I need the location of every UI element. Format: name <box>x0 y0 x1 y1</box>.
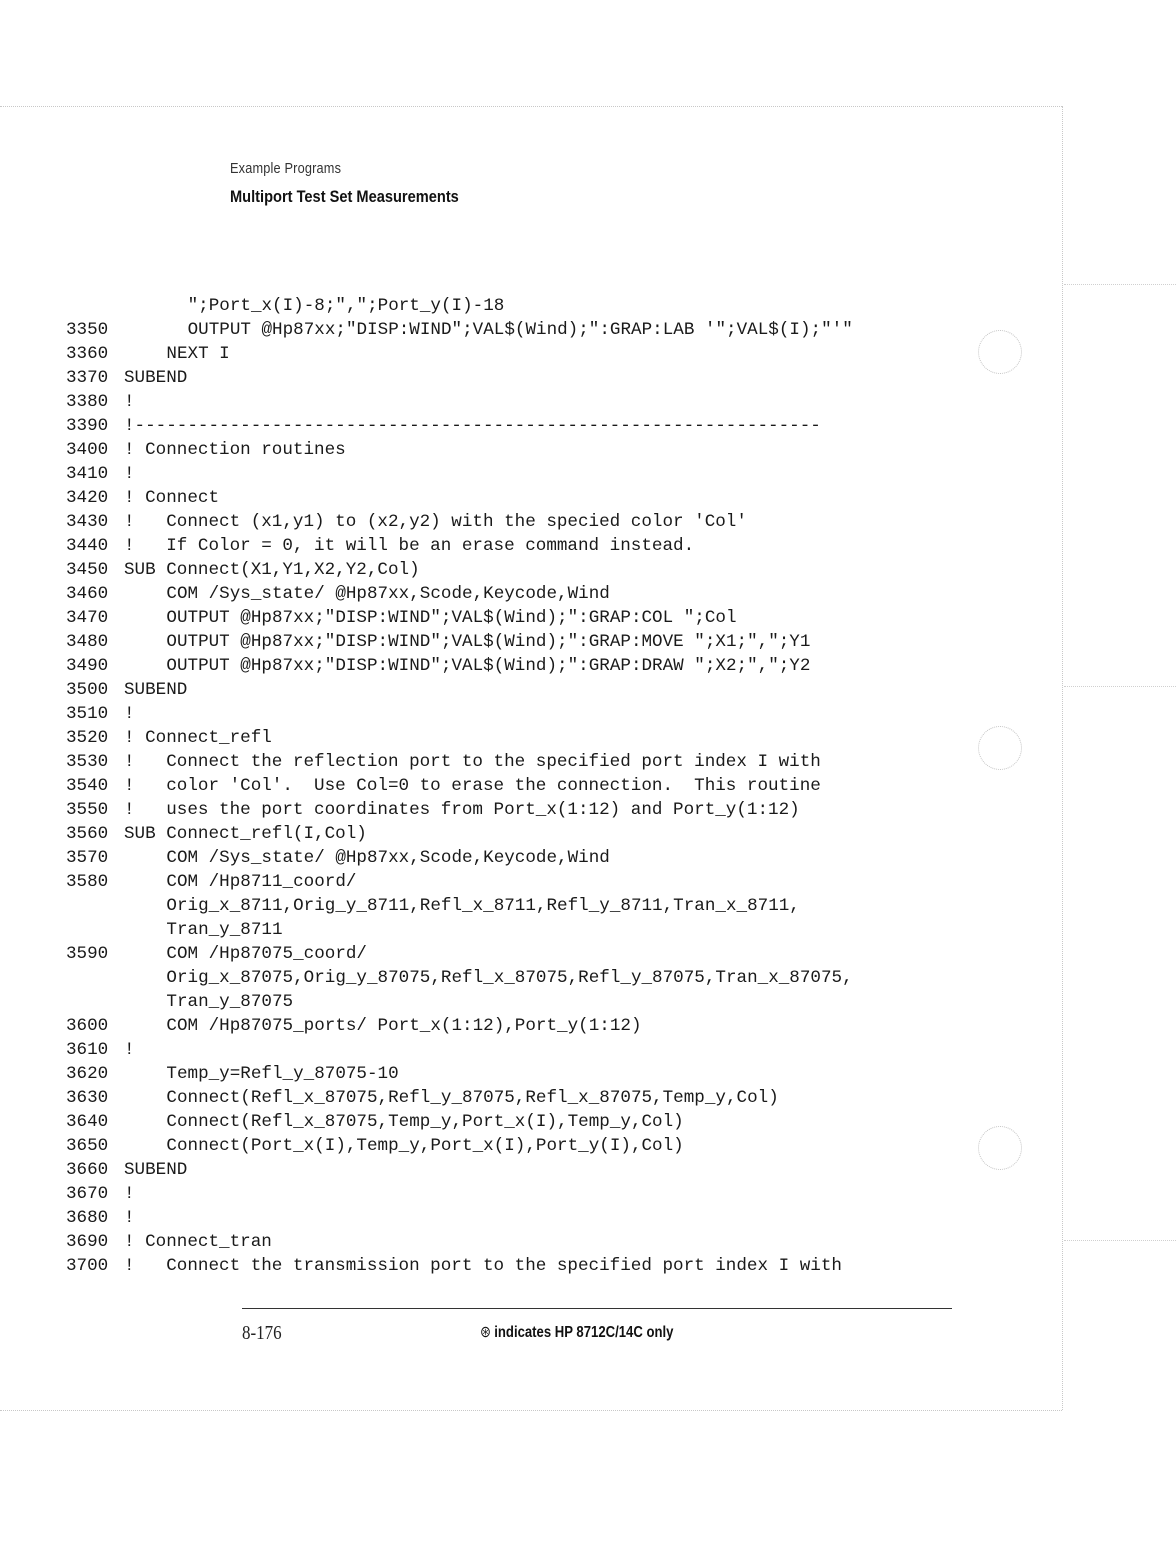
page-edge-top <box>0 106 1062 107</box>
line-number: 3380 <box>66 392 109 412</box>
punch-hole <box>978 330 1022 374</box>
hp-8712c-symbol-icon: ⊛ <box>480 1324 491 1341</box>
code-text: Orig_x_87075,Orig_y_87075,Refl_x_87075,Refl_y_87075,Tran_x_87075, <box>166 968 853 988</box>
page-header <box>230 160 496 207</box>
code-text: ! Connect <box>124 488 220 508</box>
code-text: SUB Connect(X1,Y1,X2,Y2,Col) <box>124 560 420 580</box>
code-text: Tran_y_87075 <box>166 992 294 1012</box>
code-text: ! uses the port coordinates from Port_x(1:12) and Port_y(1:12) <box>124 800 800 820</box>
page-number: 8-176 <box>242 1322 282 1344</box>
tab-divider-mark <box>1064 1240 1176 1241</box>
line-number: 3590 <box>66 944 109 964</box>
line-number: 3470 <box>66 608 109 628</box>
code-text: OUTPUT @Hp87xx;"DISP:WIND";VAL$(Wind);":GRAP:COL ";Col <box>166 608 737 628</box>
line-number: 3450 <box>66 560 109 580</box>
chapter-title: Multiport Test Set Measurements <box>230 187 459 206</box>
code-text: ";Port_x(I)-8;",";Port_y(I)-18 <box>187 296 505 316</box>
code-text: ! Connect_refl <box>124 728 272 748</box>
line-number: 3610 <box>66 1040 109 1060</box>
code-text: Connect(Port_x(I),Temp_y,Port_x(I),Port_y(I),Col) <box>166 1136 684 1156</box>
code-text: COM /Hp87075_ports/ Port_x(1:12),Port_y(1:12) <box>166 1016 642 1036</box>
line-number: 3550 <box>66 800 109 820</box>
page-edge-right <box>1062 106 1063 1410</box>
line-number: 3480 <box>66 632 109 652</box>
line-number: 3690 <box>66 1232 109 1252</box>
code-text: ! Connect the reflection port to the specified port index I with <box>124 752 821 772</box>
code-text: COM /Sys_state/ @Hp87xx,Scode,Keycode,Wind <box>166 584 610 604</box>
code-text: ! Connect (x1,y1) to (x2,y2) with the specied color 'Col' <box>124 512 747 532</box>
code-text: COM /Sys_state/ @Hp87xx,Scode,Keycode,Wind <box>166 848 610 868</box>
line-number: 3390 <box>66 416 109 436</box>
line-number: 3570 <box>66 848 109 868</box>
line-number: 3490 <box>66 656 109 676</box>
line-number: 3670 <box>66 1184 109 1204</box>
code-text: COM /Hp8711_coord/ <box>166 872 357 892</box>
code-text: ! <box>124 1208 135 1228</box>
code-text: ! <box>124 464 135 484</box>
code-text: ! Connect_tran <box>124 1232 272 1252</box>
line-number: 3640 <box>66 1112 109 1132</box>
line-number: 3660 <box>66 1160 109 1180</box>
tab-divider-mark <box>1064 284 1176 285</box>
line-number: 3400 <box>66 440 109 460</box>
code-text: Connect(Refl_x_87075,Temp_y,Port_x(I),Temp_y,Col) <box>166 1112 684 1132</box>
tab-divider-mark <box>1064 686 1176 687</box>
code-text: OUTPUT @Hp87xx;"DISP:WIND";VAL$(Wind);":GRAP:DRAW ";X2;",";Y2 <box>166 656 811 676</box>
line-number: 3350 <box>66 320 109 340</box>
code-text: COM /Hp87075_coord/ <box>166 944 367 964</box>
line-number: 3680 <box>66 1208 109 1228</box>
code-text: SUBEND <box>124 368 188 388</box>
line-number: 3540 <box>66 776 109 796</box>
code-text: ! If Color = 0, it will be an erase command instead. <box>124 536 695 556</box>
footer-rule <box>242 1308 952 1309</box>
line-number: 3440 <box>66 536 109 556</box>
code-text: ! color 'Col'. Use Col=0 to erase the connection. This routine <box>124 776 821 796</box>
code-text: ! <box>124 1040 135 1060</box>
code-text: ! Connection routines <box>124 440 346 460</box>
code-text: Temp_y=Refl_y_87075-10 <box>166 1064 399 1084</box>
line-number: 3460 <box>66 584 109 604</box>
footnote <box>480 1322 673 1342</box>
code-text: ! <box>124 704 135 724</box>
line-number: 3650 <box>66 1136 109 1156</box>
code-text: SUBEND <box>124 680 188 700</box>
code-text: ! <box>124 1184 135 1204</box>
code-text: Tran_y_8711 <box>166 920 283 940</box>
line-number: 3560 <box>66 824 109 844</box>
line-number: 3420 <box>66 488 109 508</box>
section-name: Example Programs <box>230 160 342 177</box>
line-number: 3520 <box>66 728 109 748</box>
page-edge-bottom <box>0 1410 1062 1411</box>
line-number: 3580 <box>66 872 109 892</box>
line-number: 3620 <box>66 1064 109 1084</box>
line-number: 3370 <box>66 368 109 388</box>
code-text: !----------------------------------------------------------------- <box>124 416 821 436</box>
line-number: 3500 <box>66 680 109 700</box>
code-text: SUBEND <box>124 1160 188 1180</box>
code-text: Connect(Refl_x_87075,Refl_y_87075,Refl_x_87075,Temp_y,Col) <box>166 1088 779 1108</box>
code-text: ! Connect the transmission port to the specified port index I with <box>124 1256 842 1276</box>
punch-hole <box>978 1126 1022 1170</box>
footnote-text: indicates HP 8712C/14C only <box>494 1324 674 1341</box>
code-text: ! <box>124 392 135 412</box>
line-number: 3510 <box>66 704 109 724</box>
line-number: 3630 <box>66 1088 109 1108</box>
code-text: SUB Connect_refl(I,Col) <box>124 824 367 844</box>
line-number: 3430 <box>66 512 109 532</box>
line-number: 3360 <box>66 344 109 364</box>
punch-hole <box>978 726 1022 770</box>
line-number: 3700 <box>66 1256 109 1276</box>
code-text: OUTPUT @Hp87xx;"DISP:WIND";VAL$(Wind);":GRAP:LAB '";VAL$(I);"'" <box>187 320 853 340</box>
code-text: NEXT I <box>166 344 230 364</box>
line-number: 3600 <box>66 1016 109 1036</box>
code-text: Orig_x_8711,Orig_y_8711,Refl_x_8711,Refl_y_8711,Tran_x_8711, <box>166 896 800 916</box>
line-number: 3530 <box>66 752 109 772</box>
line-number: 3410 <box>66 464 109 484</box>
code-text: OUTPUT @Hp87xx;"DISP:WIND";VAL$(Wind);":GRAP:MOVE ";X1;",";Y1 <box>166 632 811 652</box>
